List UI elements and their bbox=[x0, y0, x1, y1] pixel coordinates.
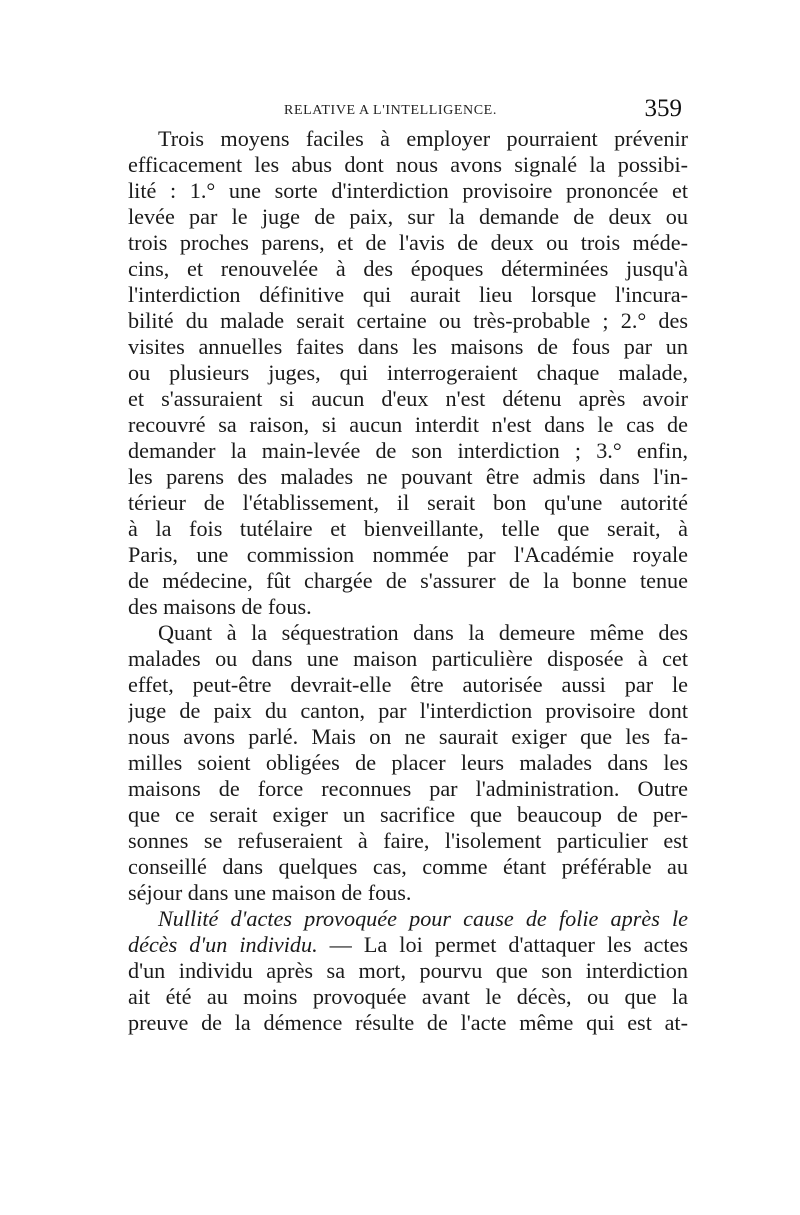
text-line: sonnes se refuseraient à faire, l'isolement particulier est bbox=[128, 828, 688, 853]
text-line: maisons de force reconnues par l'administration. Outre bbox=[128, 776, 688, 801]
text-line bbox=[128, 932, 688, 958]
running-head: RELATIVE A L'INTELLIGENCE. bbox=[284, 103, 497, 118]
text-line: Quant à la séquestration dans la demeure même des bbox=[158, 620, 688, 645]
text-line bbox=[128, 906, 688, 932]
page-header bbox=[128, 95, 688, 126]
text-line: térieur de l'établissement, il serait bon qu'une autorité bbox=[128, 490, 688, 515]
text-line: effet, peut-être devrait-elle être autorisée aussi par le bbox=[128, 672, 688, 697]
text-line: ou plusieurs juges, qui interrogeraient chaque malade, bbox=[128, 360, 688, 385]
text-line: à la fois tutélaire et bienveillante, telle que serait, à bbox=[128, 516, 688, 541]
body-text bbox=[128, 126, 688, 1036]
text-line: Paris, une commission nommée par l'Académie royale bbox=[128, 542, 688, 567]
text-line: que ce serait exiger un sacrifice que beaucoup de per- bbox=[128, 802, 688, 827]
text-line: visites annuelles faites dans les maisons de fous par un bbox=[128, 334, 688, 359]
text-line: l'interdiction définitive qui aurait lieu lorsque l'incura- bbox=[128, 282, 688, 307]
text-line: demander la main-levée de son interdiction ; 3.° enfin, bbox=[128, 438, 688, 463]
page-number: 359 bbox=[644, 95, 682, 122]
text-line: séjour dans une maison de fous. bbox=[128, 880, 412, 905]
text-line: preuve de la démence résulte de l'acte même qui est at- bbox=[128, 1010, 688, 1035]
text-line: juge de paix du canton, par l'interdiction provisoire dont bbox=[128, 698, 688, 723]
text-line: lité : 1.° une sorte d'interdiction provisoire prononcée et bbox=[128, 178, 688, 203]
paragraph-sequestration bbox=[128, 620, 688, 906]
text-line: Trois moyens faciles à employer pourraient prévenir bbox=[158, 126, 688, 151]
text-line: nous avons parlé. Mais on ne saurait exiger que les fa- bbox=[128, 724, 688, 749]
section-heading-italic: Nullité d'actes provoquée pour cause de folie après le bbox=[158, 906, 688, 931]
text-line: ait été au moins provoquée avant le décès, ou que la bbox=[128, 984, 688, 1009]
text-span: — La loi permet d'attaquer les actes bbox=[317, 932, 688, 957]
text-line: malades ou dans une maison particulière disposée à cet bbox=[128, 646, 688, 671]
text-line: d'un individu après sa mort, pourvu que son interdiction bbox=[128, 958, 688, 983]
text-line: levée par le juge de paix, sur la demande de deux ou bbox=[128, 204, 688, 229]
text-line: et s'assuraient si aucun d'eux n'est détenu après avoir bbox=[128, 386, 688, 411]
text-line: cins, et renouvelée à des époques déterminées jusqu'à bbox=[128, 256, 688, 281]
text-line: efficacement les abus dont nous avons signalé la possibi- bbox=[128, 152, 688, 177]
section-heading-italic: décès d'un individu. bbox=[128, 932, 318, 957]
text-line: milles soient obligées de placer leurs malades dans les bbox=[128, 750, 688, 775]
paragraph-nullity-of-acts bbox=[128, 906, 688, 1036]
paragraph-monitoring-measures bbox=[128, 126, 688, 620]
text-line: conseillé dans quelques cas, comme étant préférable au bbox=[128, 854, 688, 879]
text-line: bilité du malade serait certaine ou très-probable ; 2.° des bbox=[128, 308, 688, 333]
text-line: les parens des malades ne pouvant être admis dans l'in- bbox=[128, 464, 688, 489]
text-line: de médecine, fût chargée de s'assurer de la bonne tenue bbox=[128, 568, 688, 593]
text-line: trois proches parens, et de l'avis de deux ou trois méde- bbox=[128, 230, 688, 255]
text-line: recouvré sa raison, si aucun interdit n'est dans le cas de bbox=[128, 412, 688, 437]
text-line: des maisons de fous. bbox=[128, 594, 312, 619]
